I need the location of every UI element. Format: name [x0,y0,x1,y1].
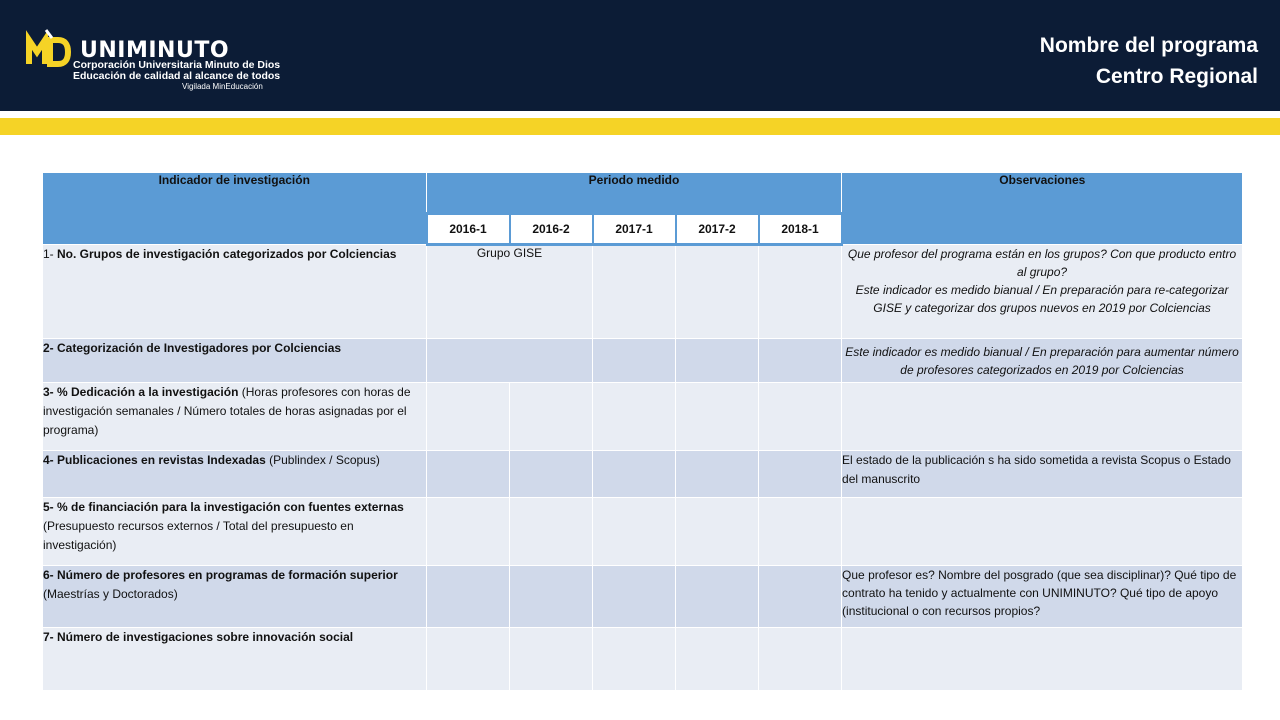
period-cell [510,383,593,451]
indicator-detail: (Presupuesto recursos externos / Total del presupuesto en investigación) [43,519,354,552]
table-row [43,339,1243,383]
indicator-number: 7- [43,630,54,644]
header-bar [0,0,1280,111]
indicator-cell [43,451,427,498]
indicator-number: 5- [43,500,54,514]
period-cell [593,451,676,498]
indicator-number: 3- [43,385,54,399]
period-cell [759,451,842,498]
indicator-detail: (Publindex / Scopus) [269,453,380,467]
indicators-table [42,172,1243,691]
period-2016-2: 2016-2 [510,214,593,245]
period-cell [427,566,510,628]
indicator-cell [43,628,427,691]
period-cell [427,628,510,691]
observation-cell: Que profesor es? Nombre del posgrado (que sea disciplinar)? Qué tipo de contrato ha tenido y actualmente con UNIMINUTO? Qué tipo de apoyo (institucional o con recursos propios? [842,566,1243,628]
period-2017-1: 2017-1 [593,214,676,245]
period-cell [759,339,842,383]
header-indicator: Indicador de investigación [43,173,427,245]
period-2017-2: 2017-2 [676,214,759,245]
indicator-number: 2- [43,341,54,355]
period-cell [427,451,510,498]
period-cell [676,628,759,691]
indicator-number: 4- [43,453,54,467]
period-2018-1: 2018-1 [759,214,842,245]
period-cell [676,566,759,628]
period-2016-1: 2016-1 [427,214,510,245]
period-cell [510,498,593,566]
indicator-title: Publicaciones en revistas Indexadas [57,453,266,467]
period-cell [510,566,593,628]
table-row [43,383,1243,451]
program-title [1040,30,1258,92]
period-cell [676,451,759,498]
indicator-cell [43,339,427,383]
uniminuto-logo[interactable] [26,26,286,92]
period-cell [427,383,510,451]
period-cell [759,628,842,691]
indicator-number: 6- [43,568,54,582]
observation-cell: El estado de la publicación s ha sido sometida a revista Scopus o Estado del manuscrito [842,451,1243,498]
period-cell [759,566,842,628]
header-observations: Observaciones [842,173,1243,245]
period-cell [593,628,676,691]
period-cell [593,339,676,383]
period-value: Grupo GISE [427,245,593,339]
indicator-title: % de financiación para la investigación con fuentes externas [57,500,404,514]
indicator-title: No. Grupos de investigación categorizados por Colciencias [57,247,397,261]
period-cell [759,245,842,339]
logo-brand: UNIMINUTO [80,38,230,63]
logo-line-2: Educación de calidad al alcance de todos [73,70,281,82]
period-cell [593,245,676,339]
period-cell [759,383,842,451]
logo-line-1: Corporación Universitaria Minuto de Dios [73,59,281,71]
observation-text-2: Este indicador es medido bianual / En preparación para re-categorizar GISE y categorizar dos grupos nuevos en 2019 por Colciencias [855,283,1229,315]
indicator-detail: (Maestrías y Doctorados) [43,587,178,601]
table-row [43,245,1243,339]
logo-line-3: Vigilada MinEducación [182,82,263,91]
period-cell [676,339,759,383]
header-period: Periodo medido [427,173,842,214]
observation-cell [842,498,1243,566]
period-cell [510,451,593,498]
period-cell [593,498,676,566]
regional-center: Centro Regional [1095,65,1258,88]
indicator-title: % Dedicación a la investigación [57,385,239,399]
observation-cell: Este indicador es medido bianual / En preparación para aumentar número de profesores categorizados en 2019 por Colciencias [842,339,1243,383]
indicator-title: Número de profesores en programas de formación superior [57,568,398,582]
indicator-cell [43,498,427,566]
indicator-cell [43,245,427,339]
yellow-stripe [0,118,1280,135]
period-cell [510,628,593,691]
period-cell [759,498,842,566]
table-row [43,566,1243,628]
indicator-detail: (Horas profesores con horas de investigación semanales / Número totales de horas asignadas por el programa) [43,385,411,437]
observation-text: Que profesor del programa están en los grupos? Con que producto entro al grupo? [847,247,1237,279]
period-cell [676,383,759,451]
indicator-number: 1- [43,247,54,261]
period-cell [676,498,759,566]
observation-cell [842,245,1243,339]
period-cell [676,245,759,339]
program-name: Nombre del programa [1039,34,1258,57]
indicator-cell [43,383,427,451]
period-cell [427,498,510,566]
period-cell [593,566,676,628]
period-cell [593,383,676,451]
indicator-title: Categorización de Investigadores por Colciencias [57,341,342,355]
indicator-cell [43,566,427,628]
table-row [43,451,1243,498]
table-row [43,628,1243,691]
indicator-title: Número de investigaciones sobre innovación social [57,630,354,644]
period-cell [427,339,593,383]
observation-cell [842,383,1243,451]
table-row [43,498,1243,566]
observation-cell [842,628,1243,691]
